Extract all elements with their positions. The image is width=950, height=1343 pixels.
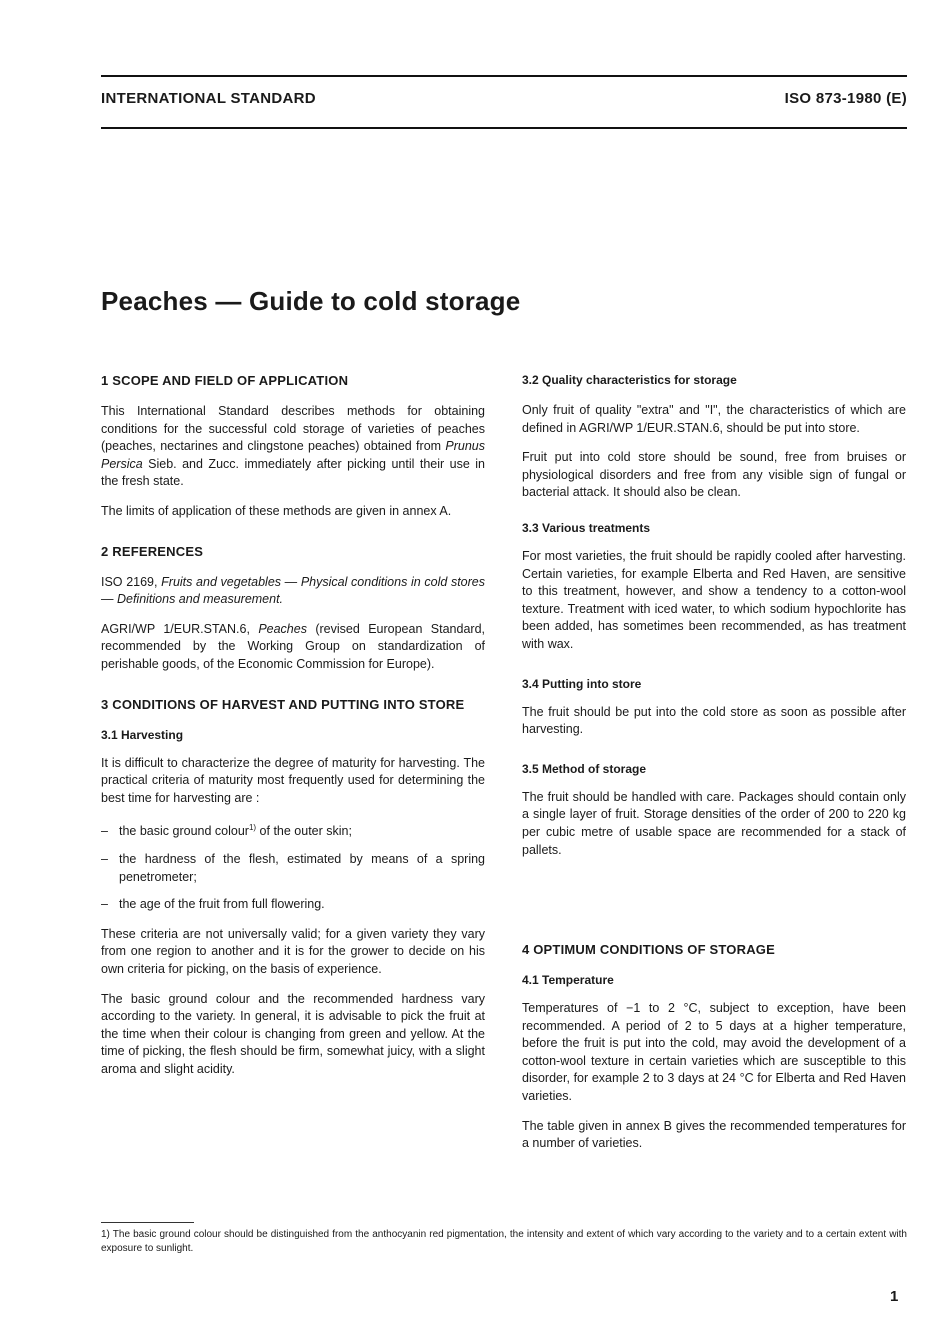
header-bottom-rule — [101, 127, 907, 129]
criteria-item-hardness: – the hardness of the flesh, estimated by means of a spring penetrometer; — [101, 852, 485, 884]
reference-agri-wp: AGRI/WP 1/EUR.STAN.6, Peaches (revised European Standard, recommended by the Working Group on standardization of perishable goods, of the Economic Commission for Europe). — [101, 621, 485, 671]
footnote: 1) The basic ground colour should be distinguished from the anthocyanin red pigmentation, the intensity and extent of which vary according to the variety and to a certain extent with exposure to sunlight. — [101, 1229, 907, 1254]
section-3-4-paragraph-1: The fruit should be put into the cold store as soon as possible after harvesting. — [522, 704, 906, 737]
section-4-1-paragraph-2: The table given in annex B gives the recommended temperatures for a number of varieties. — [522, 1118, 906, 1151]
section-3-2-heading: 3.2 Quality characteristics for storage — [522, 373, 737, 387]
criteria-item-colour: – the basic ground colour$^{1)}$ of the outer skin; — [101, 823, 352, 839]
footnote-rule — [101, 1222, 194, 1223]
section-3-heading: 3 CONDITIONS OF HARVEST AND PUTTING INTO STORE — [101, 696, 465, 712]
section-1-paragraph-2: The limits of application of these methods are given in annex A. — [101, 503, 452, 518]
section-3-2-paragraph-1: Only fruit of quality "extra" and "I", the characteristics of which are defined in AGRI/WP 1/EUR.STAN.6, should be put into store. — [522, 403, 906, 435]
section-4-heading: 4 OPTIMUM CONDITIONS OF STORAGE — [522, 942, 775, 958]
page-number: 1 — [890, 1288, 899, 1305]
right-column — [522, 372, 906, 1165]
standard-number: ISO 873-1980 (E) — [784, 90, 907, 107]
document-title: Peaches — Guide to cold storage — [101, 286, 521, 316]
left-column — [101, 372, 485, 1091]
section-1-heading: 1 SCOPE AND FIELD OF APPLICATION — [101, 373, 349, 388]
section-3-5-paragraph-1: The fruit should be handled with care. Packages should contain only a single layer of fruit. Storage densities of the order of 200 to 220 kg per cubic metre of usable space are recommended for a stack of pallets. — [522, 789, 906, 857]
section-3-1-heading: 3.1 Harvesting — [101, 727, 184, 742]
section-4-1-heading: 4.1 Temperature — [522, 973, 614, 988]
section-3-5-heading: 3.5 Method of storage — [522, 761, 647, 776]
section-3-3-paragraph-1: For most varieties, the fruit should be rapidly cooled after harvesting. Certain varieties, for example Elberta and Red Haven, are sensitive to this treatment, however, and show a tendency to a cotton-wool texture. Treatment with iced water, to which sodium hypochlorite has been added, has sometimes been recommended, as has treatment with wax. — [522, 548, 906, 651]
standard-type: INTERNATIONAL STANDARD — [101, 90, 316, 107]
section-1-paragraph-1: This International Standard describes methods for obtaining conditions for the successful cold storage of varieties of peaches (peaches, nectarines and clingstone peaches) obtained from Prunus Persica Sieb. and Zucc. immediately after picking until their use in the fresh state. — [101, 404, 485, 489]
header-top-rule — [101, 75, 907, 77]
reference-iso-2169: ISO 2169, Fruits and vegetables — Physical conditions in cold stores — Definitions and measurement. — [101, 574, 485, 607]
section-3-1-paragraph-1: It is difficult to characterize the degree of maturity for harvesting. The practical criteria of maturity most frequently used for determining the best time for harvesting are : — [101, 755, 485, 805]
criteria-item-age: – the age of the fruit from full flowering. — [101, 897, 325, 912]
section-2-heading: 2 REFERENCES — [101, 543, 204, 559]
section-3-3-heading: 3.3 Various treatments — [522, 520, 651, 535]
section-3-1-paragraph-2: These criteria are not universally valid; for a given variety they vary from one region to another and it is for the grower to decide on his own criteria for picking, on the basis of experience. — [101, 926, 485, 977]
section-3-2-paragraph-2: Fruit put into cold store should be sound, free from bruises or physiological disorders and free from any visible sign of fungal or bacterial attack. It should also be clean. — [522, 450, 906, 500]
section-4-1-paragraph-1: Temperatures of −1 to 2 °C, subject to exception, have been recommended. A period of 2 to 5 days at a higher temperature, before the fruit is put into the cold, may avoid the development of a cotton-wool texture in certain varieties which are susceptible to this disorder, for example 2 to 3 days at 24 °C for Elberta and Red Haven varieties. — [522, 1001, 906, 1104]
section-3-1-paragraph-3: The basic ground colour and the recommended hardness vary according to the variety. In general, it is advisable to pick the fruit at the time when their colour is changing from green and yellow. At the time of picking, the flesh should be firm, somewhat juicy, with a slight aroma and slight acidity. — [101, 991, 485, 1076]
section-3-4-heading: 3.4 Putting into store — [522, 676, 642, 691]
